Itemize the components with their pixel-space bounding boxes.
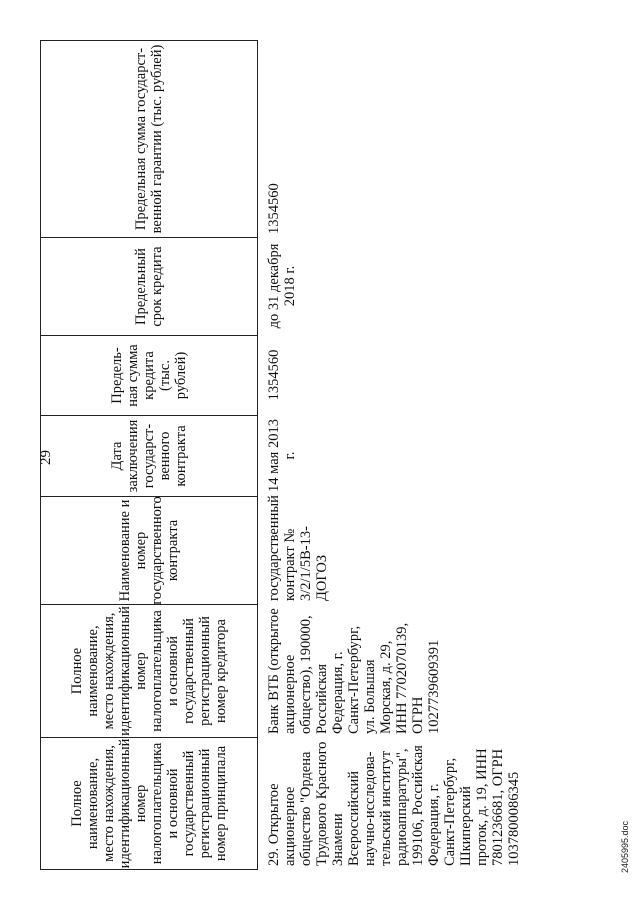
header-credit-term: Предельный срок кредита (41, 238, 257, 336)
cell-guarantee-sum: 1354560 (266, 183, 282, 234)
header-guarantee-sum: Предельная сумма государст-венной гарантии (тыс. рублей) (41, 40, 257, 238)
header-principal: Полное наименование, место нахождения, идентификационный номер налогоплательщика и основной государственный регистрационный номер принципала (41, 738, 257, 870)
table-header-row (40, 40, 258, 870)
guarantee-table (40, 40, 524, 870)
header-creditor: Полное наименование, место нахождения, идентификационный номер налогоплательщика и основной государственный регистрационный номер кредитора (41, 605, 257, 738)
cell-contract: государственный контракт № 3/2/1/5В-13-ДОГОЗ (266, 495, 330, 601)
footer-filename: 2405995.doc (620, 820, 630, 873)
cell-principal: 29. Открытое акционерное общество "Ордена Трудового Красного Знамени Всероссийский научно-исследова-тельский институт радиоаппаратуры", 199106, Российская Федерация, г. Санкт-Петербург, Шкиперский проток, д. 19, ИНН 7801236681, ОГРН 1037800086345 (266, 741, 522, 866)
cell-creditor: Банк ВТБ (открытое акционерное общество), 190000, Российская Федерация, г. Санкт-Петербург, ул. Большая Морская, д. 29, ИНН 7702070139, ОГРН 1027739609391 (266, 608, 442, 734)
header-contract-date: Дата заключения государст-венного контракта (41, 416, 257, 497)
header-credit-sum: Предель-ная сумма кредита (тыс. рублей) (41, 336, 257, 416)
table-row (264, 40, 524, 870)
header-contract: Наименование и номер государственного контракта (41, 497, 257, 605)
page-number: 29 (38, 450, 54, 465)
cell-credit-sum: 1354560 (266, 349, 282, 401)
cell-credit-term: до 31 декабря 2018 г. (266, 243, 298, 329)
cell-contract-date: 14 мая 2013 г. (266, 419, 298, 492)
